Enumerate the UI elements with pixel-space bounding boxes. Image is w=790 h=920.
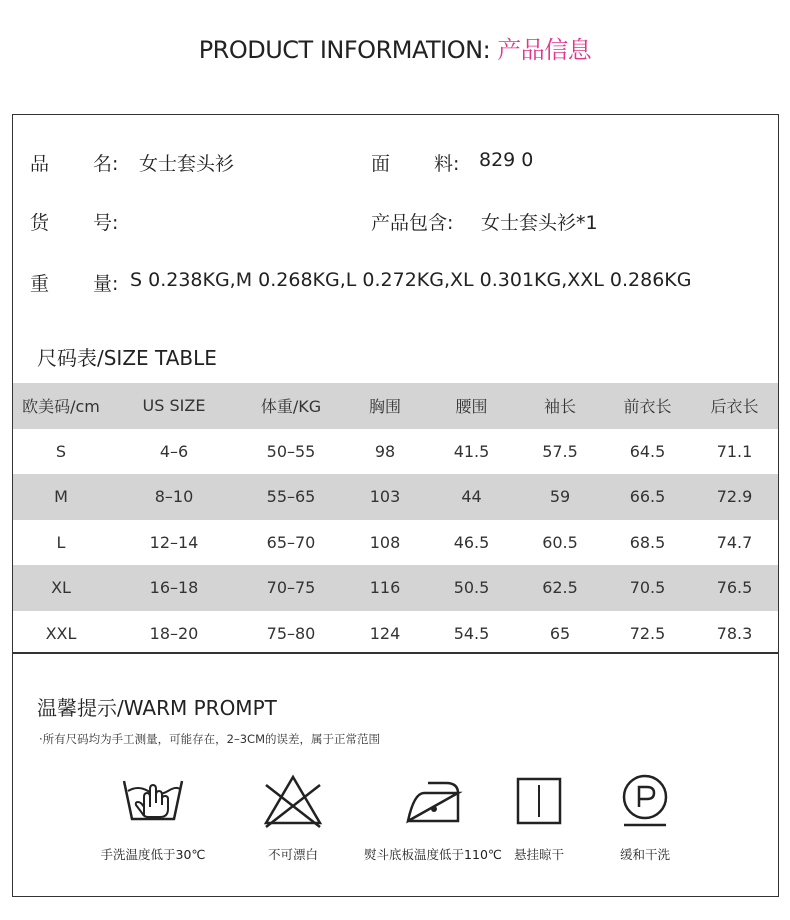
line-dry-icon: [504, 771, 574, 831]
table-cell: 75–80: [266, 623, 316, 643]
table-row: [13, 429, 778, 475]
header-cell: 胸围: [368, 397, 401, 417]
table-cell: 72.5: [629, 623, 666, 643]
table-cell: 68.5: [629, 532, 666, 552]
header-cell: 前衣长: [623, 397, 672, 417]
table-cell: 59: [549, 487, 571, 507]
table-cell: 76.5: [716, 578, 753, 598]
table-row: [13, 611, 778, 657]
package-key: 产品包含:: [371, 212, 454, 234]
table-row: [13, 565, 778, 611]
table-cell: 46.5: [453, 532, 490, 552]
warm-prompt-heading: 温馨提示/WARM PROMPT: [37, 696, 277, 720]
name-key-1: 品: [30, 153, 50, 175]
table-cell: 65–70: [266, 532, 316, 552]
table-cell: 41.5: [453, 441, 490, 461]
table-cell: 116: [369, 578, 401, 598]
table-cell: 57.5: [542, 441, 578, 461]
table-cell: 60.5: [542, 532, 578, 552]
sku-key-2: 号:: [93, 212, 119, 234]
header-cell: 后衣长: [710, 397, 759, 417]
iron-icon: [398, 771, 468, 831]
care-item-no-bleach: [223, 771, 363, 862]
table-cell: 74.7: [716, 532, 753, 552]
table-cell: 54.5: [453, 623, 490, 643]
package-value: 女士套头衫*1: [481, 212, 598, 234]
no-bleach-icon: [258, 771, 328, 831]
table-cell: 8–10: [154, 487, 194, 507]
weight-key-1: 重: [30, 273, 50, 295]
hand-wash-icon: [118, 771, 188, 831]
table-cell: 71.1: [716, 441, 753, 461]
table-cell: L: [56, 532, 66, 552]
product-name-value: 女士套头衫: [139, 153, 235, 175]
table-cell: 108: [369, 532, 401, 552]
header-cell: 体重/KG: [260, 397, 322, 417]
table-cell: 16–18: [149, 578, 199, 598]
table-cell: 70.5: [629, 578, 666, 598]
header-cell: 袖长: [543, 397, 576, 417]
fabric-key-1: 面: [371, 153, 391, 175]
table-cell: 55–65: [266, 487, 316, 507]
table-cell: 65: [549, 623, 571, 643]
care-label: 不可漂白: [267, 847, 318, 862]
table-cell: 62.5: [542, 578, 578, 598]
header-cell: US SIZE: [142, 396, 206, 416]
page-title: [0, 30, 790, 65]
care-item-dry-clean: [575, 771, 715, 862]
table-cell: 50.5: [453, 578, 490, 598]
table-cell: 124: [369, 623, 401, 643]
table-cell: 66.5: [629, 487, 666, 507]
title-en: PRODUCT INFORMATION:: [198, 36, 498, 64]
care-label: 熨斗底板温度低于110℃: [364, 847, 502, 862]
size-table: [13, 383, 778, 656]
table-cell: S: [55, 441, 67, 461]
section-divider: [13, 652, 778, 654]
fabric-key-2: 料:: [434, 153, 460, 175]
table-cell: 64.5: [629, 441, 666, 461]
name-key-2: 名:: [93, 153, 119, 175]
table-cell: 44: [461, 487, 482, 507]
table-cell: 4–6: [159, 441, 189, 461]
size-table-header-row: [13, 383, 778, 429]
table-cell: M: [54, 487, 68, 507]
table-cell: 18–20: [149, 623, 199, 643]
care-label: 缓和干洗: [619, 847, 670, 862]
title-zh: 产品信息: [497, 36, 592, 64]
weight-value: S 0.238KG,M 0.268KG,L 0.272KG,XL 0.301KG,XXL 0.286KG: [130, 269, 692, 291]
table-cell: 70–75: [266, 578, 316, 598]
table-cell: 98: [374, 441, 396, 461]
care-label: 悬挂晾干: [513, 847, 564, 862]
table-cell: 103: [369, 487, 401, 507]
measurement-note: ·所有尺码均为手工测量，可能存在，2–3CM的误差，属于正常范围: [39, 732, 380, 746]
product-info-frame: [12, 114, 779, 897]
care-item-hand-wash: [83, 771, 223, 862]
dry-clean-icon: [610, 771, 680, 831]
weight-key-2: 量:: [93, 273, 119, 295]
table-row: [13, 520, 778, 566]
table-cell: 78.3: [716, 623, 753, 643]
table-cell: XXL: [45, 623, 77, 643]
sku-key-1: 货: [30, 212, 50, 234]
table-row: [13, 474, 778, 520]
table-cell: XL: [51, 578, 71, 598]
header-cell: 腰围: [455, 397, 488, 417]
care-label: 手洗温度低于30℃: [100, 847, 206, 862]
table-cell: 50–55: [266, 441, 316, 461]
header-cell: 欧美码/cm: [22, 397, 100, 417]
table-cell: 12–14: [149, 532, 199, 552]
size-table-heading: 尺码表/SIZE TABLE: [37, 346, 217, 370]
table-cell: 72.9: [716, 487, 753, 507]
fabric-value: 829 0: [479, 149, 534, 171]
